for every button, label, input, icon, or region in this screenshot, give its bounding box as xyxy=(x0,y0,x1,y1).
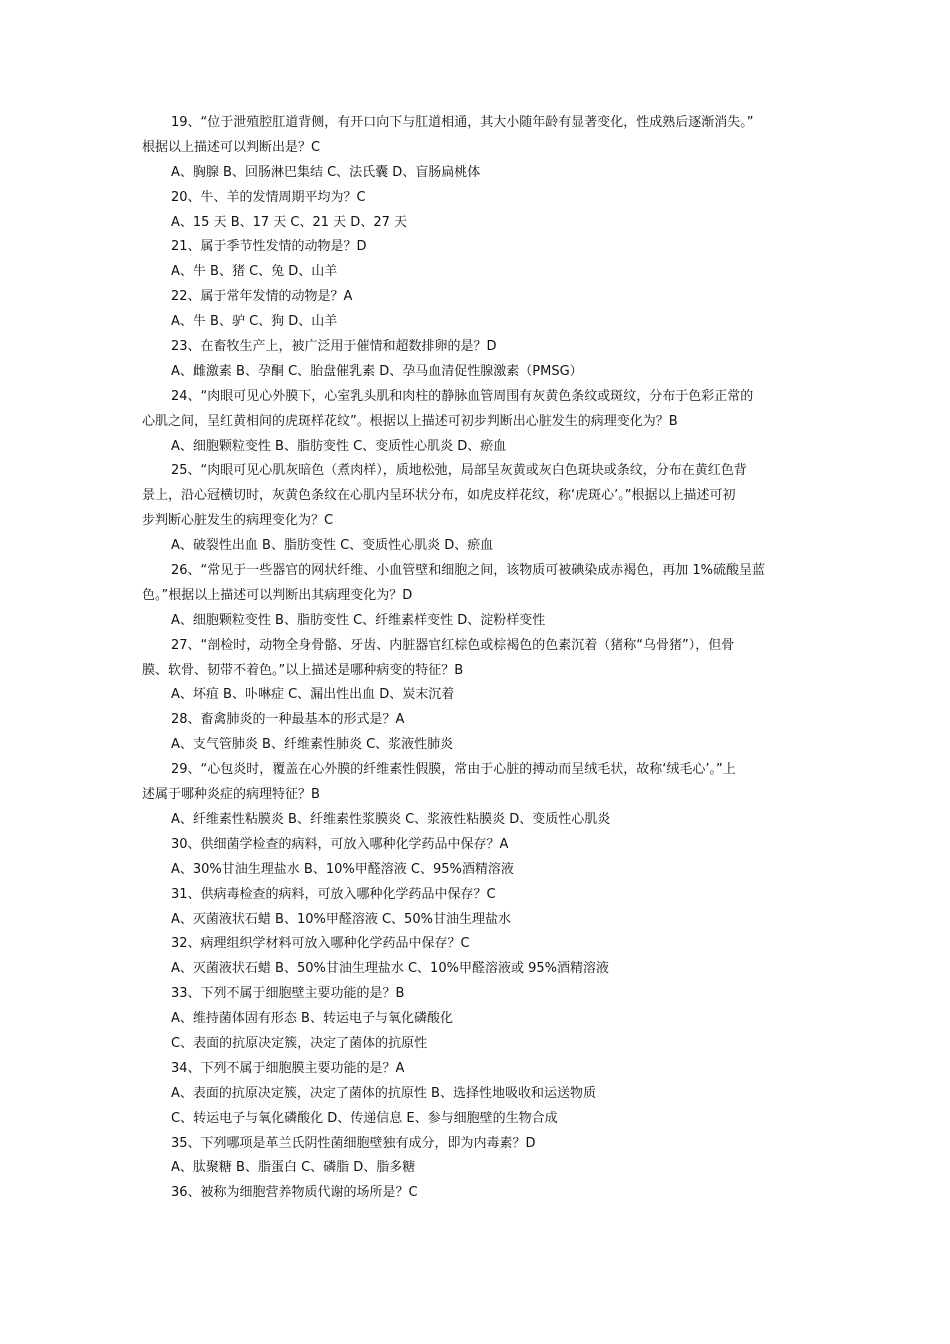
text-line: C、表面的抗原决定簇，决定了菌体的抗原性 xyxy=(171,1035,428,1051)
text-line: 32、病理组织学材料可放入哪种化学药品中保存？C xyxy=(171,936,470,952)
text-line: 19、“位于泄殖腔肛道背侧，有开口向下与肛道相通，其大小随年龄有显著变化，性成熟后逐渐消失。” xyxy=(171,115,754,130)
text-line: 膜、软骨、韧带不着色。”以上描述是哪种病变的特征？B xyxy=(142,662,464,678)
text-line: C、转运电子与氧化磷酸化 D、传递信息 E、参与细胞壁的生物合成 xyxy=(171,1110,558,1126)
text-line: A、牛 B、猪 C、兔 D、山羊 xyxy=(171,264,338,280)
text-line: A、细胞颗粒变性 B、脂肪变性 C、纤维素样变性 D、淀粉样变性 xyxy=(171,612,546,628)
text-line: 33、下列不属于细胞壁主要功能的是？B xyxy=(171,986,405,1002)
text-line: 29、“心包炎时，覆盖在心外膜的纤维素性假膜，常由于心脏的搏动而呈绒毛状，故称‘绒毛心’。”上 xyxy=(171,762,736,778)
text-line: 24、“肉眼可见心外膜下，心室乳头肌和肉柱的静脉血管周围有灰黄色条纹或斑纹，分布于色彩正常的 xyxy=(171,388,754,404)
text-line: 心肌之间，呈红黄相间的虎斑样花纹”。根据以上描述可初步判断出心脏发生的病理变化为？B xyxy=(142,413,678,429)
text-line: 35、下列哪项是革兰氏阴性菌细胞壁独有成分，即为内毒素？D xyxy=(171,1135,536,1151)
text-line: 23、在畜牧生产上，被广泛用于催情和超数排卵的是？D xyxy=(171,339,497,355)
text-line: 30、供细菌学检查的病料，可放入哪种化学药品中保存？A xyxy=(171,836,509,852)
text-line: A、15 天 B、17 天 C、21 天 D、27 天 xyxy=(171,214,407,230)
text-line: A、灭菌液状石蜡 B、10%甲醛溶液 C、50%甘油生理盐水 xyxy=(171,911,511,927)
text-line: A、30%甘油生理盐水 B、10%甲醛溶液 C、95%酒精溶液 xyxy=(171,861,514,877)
text-line: A、支气管肺炎 B、纤维素性肺炎 C、浆液性肺炎 xyxy=(171,737,454,753)
text-line: 25、“肉眼可见心肌灰暗色（煮肉样），质地松弛，局部呈灰黄或灰白色斑块或条纹，分布在黄红色背 xyxy=(171,463,747,479)
text-line: A、表面的抗原决定簇，决定了菌体的抗原性 B、选择性地吸收和运送物质 xyxy=(171,1085,596,1101)
text-line: 色。”根据以上描述可以判断出其病理变化为？D xyxy=(142,587,413,603)
text-line: 20、牛、羊的发情周期平均为？C xyxy=(171,189,366,205)
text-line: A、肽聚糖 B、脂蛋白 C、磷脂 D、脂多糖 xyxy=(171,1160,416,1176)
text-line: A、牛 B、驴 C、狗 D、山羊 xyxy=(171,314,338,330)
text-line: A、细胞颗粒变性 B、脂肪变性 C、变质性心肌炎 D、瘀血 xyxy=(171,438,507,454)
text-line: A、维持菌体固有形态 B、转运电子与氧化磷酸化 xyxy=(171,1011,453,1027)
text-line: 根据以上描述可以判断出是？C xyxy=(142,139,321,155)
text-line: A、胸腺 B、回肠淋巴集结 C、法氏囊 D、盲肠扁桃体 xyxy=(171,164,481,180)
text-line: 步判断心脏发生的病理变化为？C xyxy=(142,513,334,529)
text-line: A、雌激素 B、孕酮 C、胎盘催乳素 D、孕马血清促性腺激素（PMSG） xyxy=(171,363,583,379)
text-line: A、破裂性出血 B、脂肪变性 C、变质性心肌炎 D、瘀血 xyxy=(171,538,494,554)
text-line: 景上，沿心冠横切时，灰黄色条纹在心肌内呈环状分布，如虎皮样花纹，称‘虎斑心’。”根据以上描述可初 xyxy=(142,488,736,504)
text-line: 34、下列不属于细胞膜主要功能的是？A xyxy=(171,1060,405,1076)
text-line: 36、被称为细胞营养物质代谢的场所是？C xyxy=(171,1185,418,1201)
text-line: A、坏疽 B、卟啉症 C、漏出性出血 D、炭末沉着 xyxy=(171,687,455,703)
text-line: 26、“常见于一些器官的网状纤维、小血管壁和细胞之间，该物质可被碘染成赤褐色，再加 1%硫酸呈蓝 xyxy=(171,563,766,579)
text-line: 28、畜禽肺炎的一种最基本的形式是？A xyxy=(171,712,405,728)
text-line: 21、属于季节性发情的动物是？D xyxy=(171,239,367,255)
text-line: 述属于哪种炎症的病理特征？B xyxy=(142,787,320,803)
text-line: 22、属于常年发情的动物是？A xyxy=(171,289,353,305)
text-line: A、灭菌液状石蜡 B、50%甘油生理盐水 C、10%甲醛溶液或 95%酒精溶液 xyxy=(171,961,609,977)
text-line: 27、“剖检时，动物全身骨骼、牙齿、内脏器官红棕色或棕褐色的色素沉着（猪称“乌骨猪”），但骨 xyxy=(171,637,735,653)
text-line: 31、供病毒检查的病料，可放入哪种化学药品中保存？C xyxy=(171,886,496,902)
text-line: A、纤维素性粘膜炎 B、纤维素性浆膜炎 C、浆液性粘膜炎 D、变质性心肌炎 xyxy=(171,811,611,827)
